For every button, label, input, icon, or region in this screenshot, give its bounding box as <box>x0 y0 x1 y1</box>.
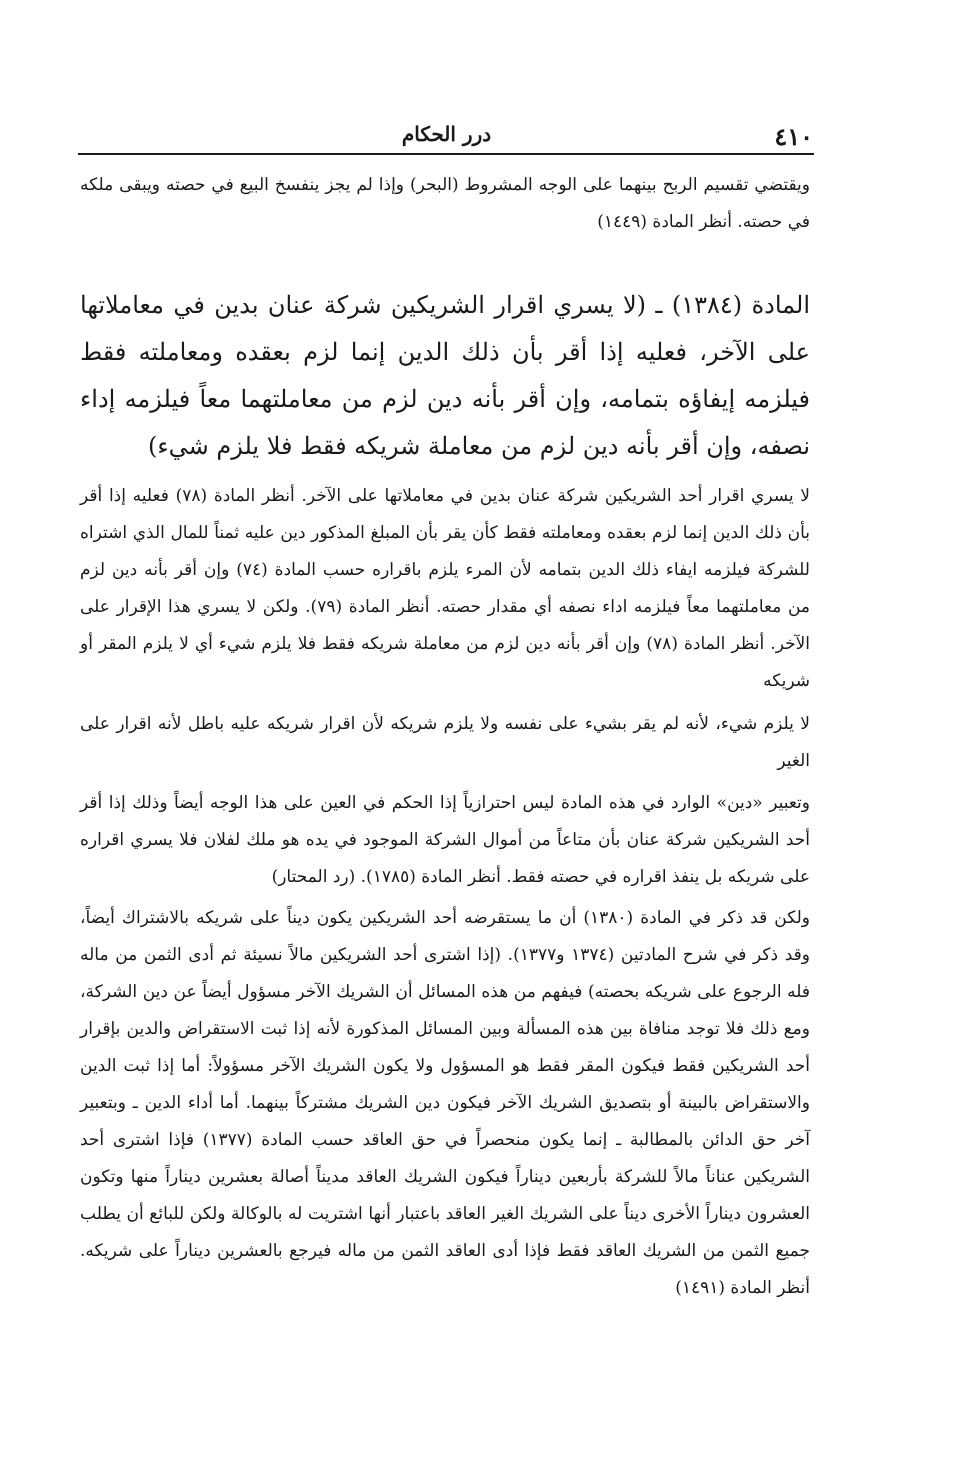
continuation-paragraph <box>80 167 810 241</box>
paragraph-text: لا يلزم شيء، لأنه لم يقر بشيء على نفسه ولا يلزم شريكه لأن اقرار شريكه عليه باطل لأنه اقرار على الغير <box>80 714 810 771</box>
paragraph-text: لا يسري اقرار أحد الشريكين شركة عنان بدين في معاملاتها على الآخر. أنظر المادة (٧٨) فعليه إذا أقر بأن ذلك الدين إنما لزم بعقده ومعاملته فقط كأن يقر بأن المبلغ المذكور دين عليه ثمناً للمال الذي اشتراه للشركة فيلزمه ايفاء ذلك الدين بتمامه لأن المرء يلزم باقراره حسب المادة (٧٤) وإن أقر بأنه دين لزم من معاملتهما معاً فيلزمه اداء نصفه أي مقدار حصته. أنظر المادة (٧٩). ولكن لا يسري هذا الإقرار على الآخر. أنظر المادة (٧٨) وإن أقر بأنه دين لزم من معاملة شريكه فقط فلا يلزم شيء أي لا يلزم المقر أو شريكه <box>80 486 810 691</box>
commentary-paragraph <box>80 478 810 700</box>
paragraph-text: المادة (١٣٨٤) ـ (لا يسري اقرار الشريكين شركة عنان بدين في معاملاتها على الآخر، فعليه إذا أقر بأن ذلك الدين إنما لزم بعقده ومعاملته فقط فيلزمه إيفاؤه بتمامه، وإن أقر بأنه دين لزم من معاملتهما معاً فيلزمه إداء نصفه، وإن أقر بأنه دين لزم من معاملة شريكه فقط فلا يلزم شيء) <box>80 291 811 460</box>
commentary-paragraph <box>80 785 810 896</box>
paragraph-text: ولكن قد ذكر في المادة (١٣٨٠) أن ما يستقرضه أحد الشريكين يكون ديناً على شريكه بالاشتراك أيضاً، وقد ذكر في شرح المادتين (١٣٧٤ و١٣٧٧). (إذا اشترى أحد الشريكين مالاً نسيئة ثم أدى الثمن من ماله فله الرجوع على شريكه بحصته) فيفهم من هذه المسائل أن الشريك الآخر مسؤول أيضاً عن دين الشركة، ومع ذلك فلا توجد منافاة بين هذه المسألة وبين المسائل المذكورة لأنه إذا ثبت الاستقراض والدين بإقرار أحد الشريكين فقط فيكون المقر فقط هو المسؤول ولا يكون الشريك الآخر مسؤولاً: أما إذا ثبت الدين والاستقراض بالبينة أو بتصديق الشريك الآخر فيكون دين الشريك مشتركاً بينهما. أما أداء الدين ـ وبتعبير آخر حق الدائن بالمطالبة ـ إنما يكون منحصراً في حق العاقد حسب المادة (١٣٧٧) فإذا اشترى أحد الشريكين عناناً مالاً للشركة بأربعين ديناراً فيكون الشريك العاقد مديناً أصالة بعشرين ديناراً منها وتكون العشرون ديناراً الأخرى ديناً على الشريك الغير العاقد باعتبار أنها اشتريت له بالوكالة ولكن للبائع أن يطلب جميع الثمن من الشريك العاقد فقط فإذا أدى العاقد الثمن من ماله فيرجع بالعشرين ديناراً على شريكه. أنظر المادة (١٤٩١) <box>80 908 811 1298</box>
paragraph-text: وتعبير «دين» الوارد في هذه المادة ليس احترازياً إذا الحكم في العين على هذا الوجه أيضاً وذلك إذا أقر أحد الشريكين شركة عنان بأن متاعاً من أموال الشركة الموجود في يده هو ملك لفلان فلا يسري اقراره على شريكه بل ينفذ اقراره في حصته فقط. أنظر المادة (١٧٨٥). (رد المحتار) <box>80 793 810 887</box>
page-header <box>80 120 813 154</box>
page-number: ٤١٠ <box>774 122 813 151</box>
commentary-paragraph <box>80 706 810 780</box>
header-rule <box>78 153 814 155</box>
commentary-paragraph <box>80 900 810 1307</box>
paragraph-text: ويقتضي تقسيم الربح بينهما على الوجه المشروط (البحر) وإذا لم يجز ينفسخ البيع في حصته ويبقى ملكه في حصته. أنظر المادة (١٤٤٩) <box>80 175 810 232</box>
running-title: درر الحكام <box>401 122 492 146</box>
article-text <box>80 282 810 470</box>
